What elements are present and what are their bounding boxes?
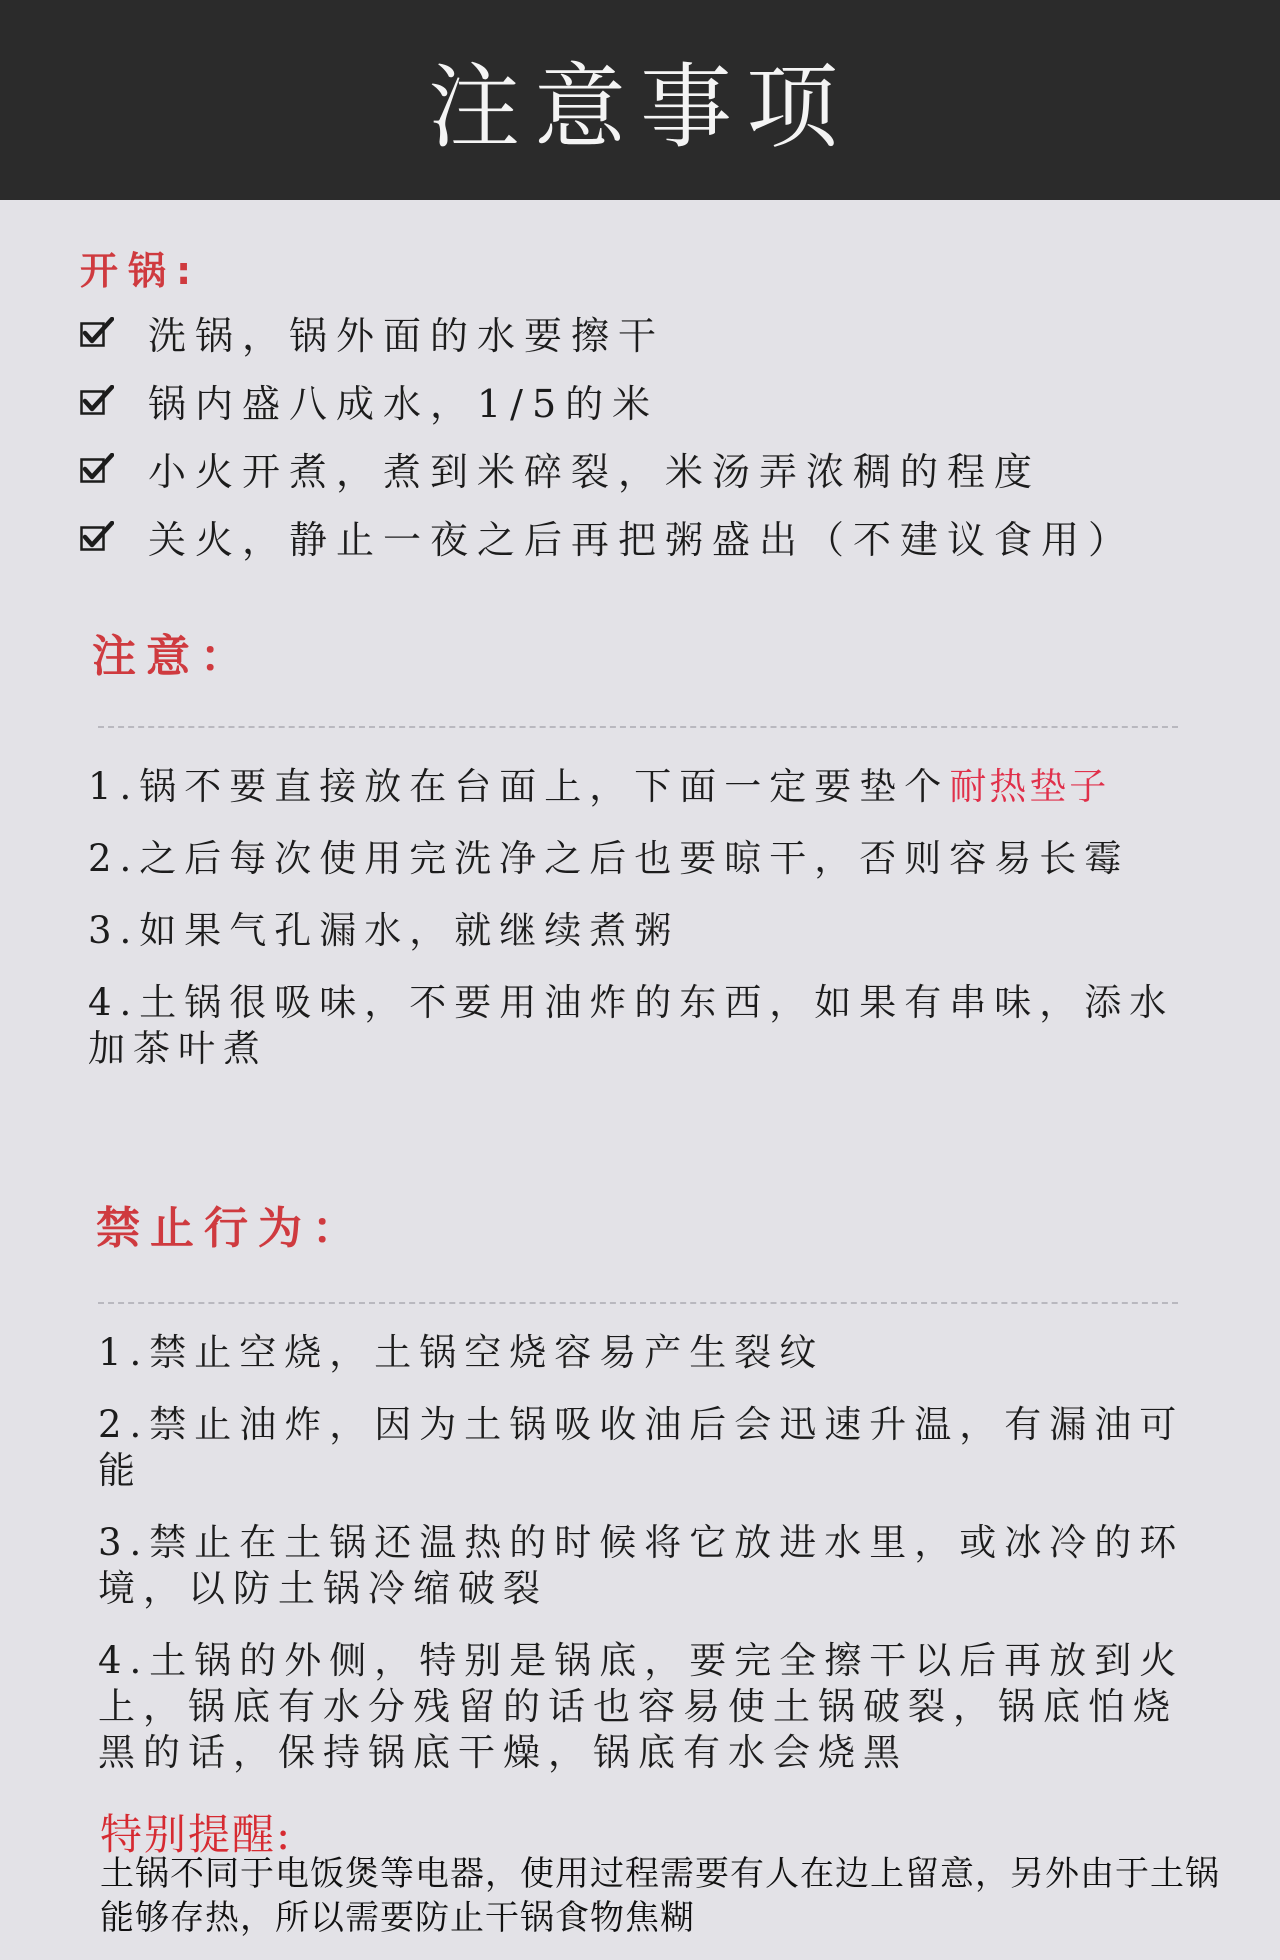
checklist-item-text: 小火开煮，煮到米碎裂，米汤弄浓稠的程度: [148, 449, 1042, 494]
checkbox-checked-icon: [80, 521, 114, 551]
reminder-title: 特别提醒:: [100, 1810, 293, 1859]
checklist-item: [80, 434, 1220, 502]
open-pot-title: 开锅:: [80, 249, 202, 293]
note-item-text: 4.土锅很吸味，不要用油炸的东西，如果有串味，添水加茶叶煮: [88, 981, 1175, 1070]
note-item-text: 2.之后每次使用完洗净之后也要晾干，否则容易长霉: [88, 837, 1130, 880]
checklist-item-text: 锅内盛八成水，1/5的米: [148, 381, 660, 426]
prohibited-item-text: 1.禁止空烧，土锅空烧容易产生裂纹: [98, 1331, 825, 1374]
checkbox-checked-icon: [80, 385, 114, 415]
checkbox-checked-icon: [80, 317, 114, 347]
checklist-item: [80, 298, 1220, 366]
notes-title: 注意：: [92, 631, 254, 682]
prohibited-list: [98, 1330, 1198, 1776]
page-header: [0, 0, 1280, 200]
prohibited-item: [98, 1402, 1198, 1494]
note-item: [88, 980, 1198, 1072]
checkbox-checked-icon: [80, 453, 114, 483]
checklist-item-text: 洗锅，锅外面的水要擦干: [148, 313, 666, 358]
checklist-item: [80, 366, 1220, 434]
prohibited-item-text: 2.禁止油炸，因为土锅吸收油后会迅速升温，有漏油可能: [98, 1403, 1185, 1492]
prohibited-item: [98, 1520, 1198, 1612]
note-item-text: 3.如果气孔漏水，就继续煮粥: [88, 909, 680, 952]
prohibited-divider: [98, 1302, 1178, 1304]
note-highlight-text: 耐热垫子: [949, 765, 1110, 808]
note-item: [88, 908, 1198, 954]
note-item: [88, 764, 1198, 810]
prohibited-title: 禁止行为：: [96, 1203, 366, 1254]
checklist-item-text: 关火，静止一夜之后再把粥盛出（不建议食用）: [148, 517, 1136, 562]
page-title: 注意事项: [427, 54, 852, 161]
note-item: [88, 836, 1198, 882]
note-item-text: 1.锅不要直接放在台面上，下面一定要垫个: [88, 765, 950, 808]
reminder-text: 土锅不同于电饭煲等电器，使用过程需要有人在边上留意，另外由于土锅能够存热，所以需要防止干锅食物焦糊: [100, 1854, 1220, 1938]
prohibited-item: [98, 1330, 1198, 1376]
open-pot-checklist: [80, 298, 1220, 570]
notes-divider: [98, 726, 1178, 728]
notes-list: [88, 764, 1198, 1072]
prohibited-item-text: 4.土锅的外侧，特别是锅底，要完全擦干以后再放到火上，锅底有水分残留的话也容易使土锅破裂，锅底怕烧黑的话，保持锅底干燥，锅底有水会烧黑: [98, 1639, 1185, 1774]
checklist-item: [80, 502, 1220, 570]
prohibited-item-text: 3.禁止在土锅还温热的时候将它放进水里，或冰冷的环境，以防土锅冷缩破裂: [98, 1521, 1185, 1610]
prohibited-item: [98, 1638, 1198, 1776]
